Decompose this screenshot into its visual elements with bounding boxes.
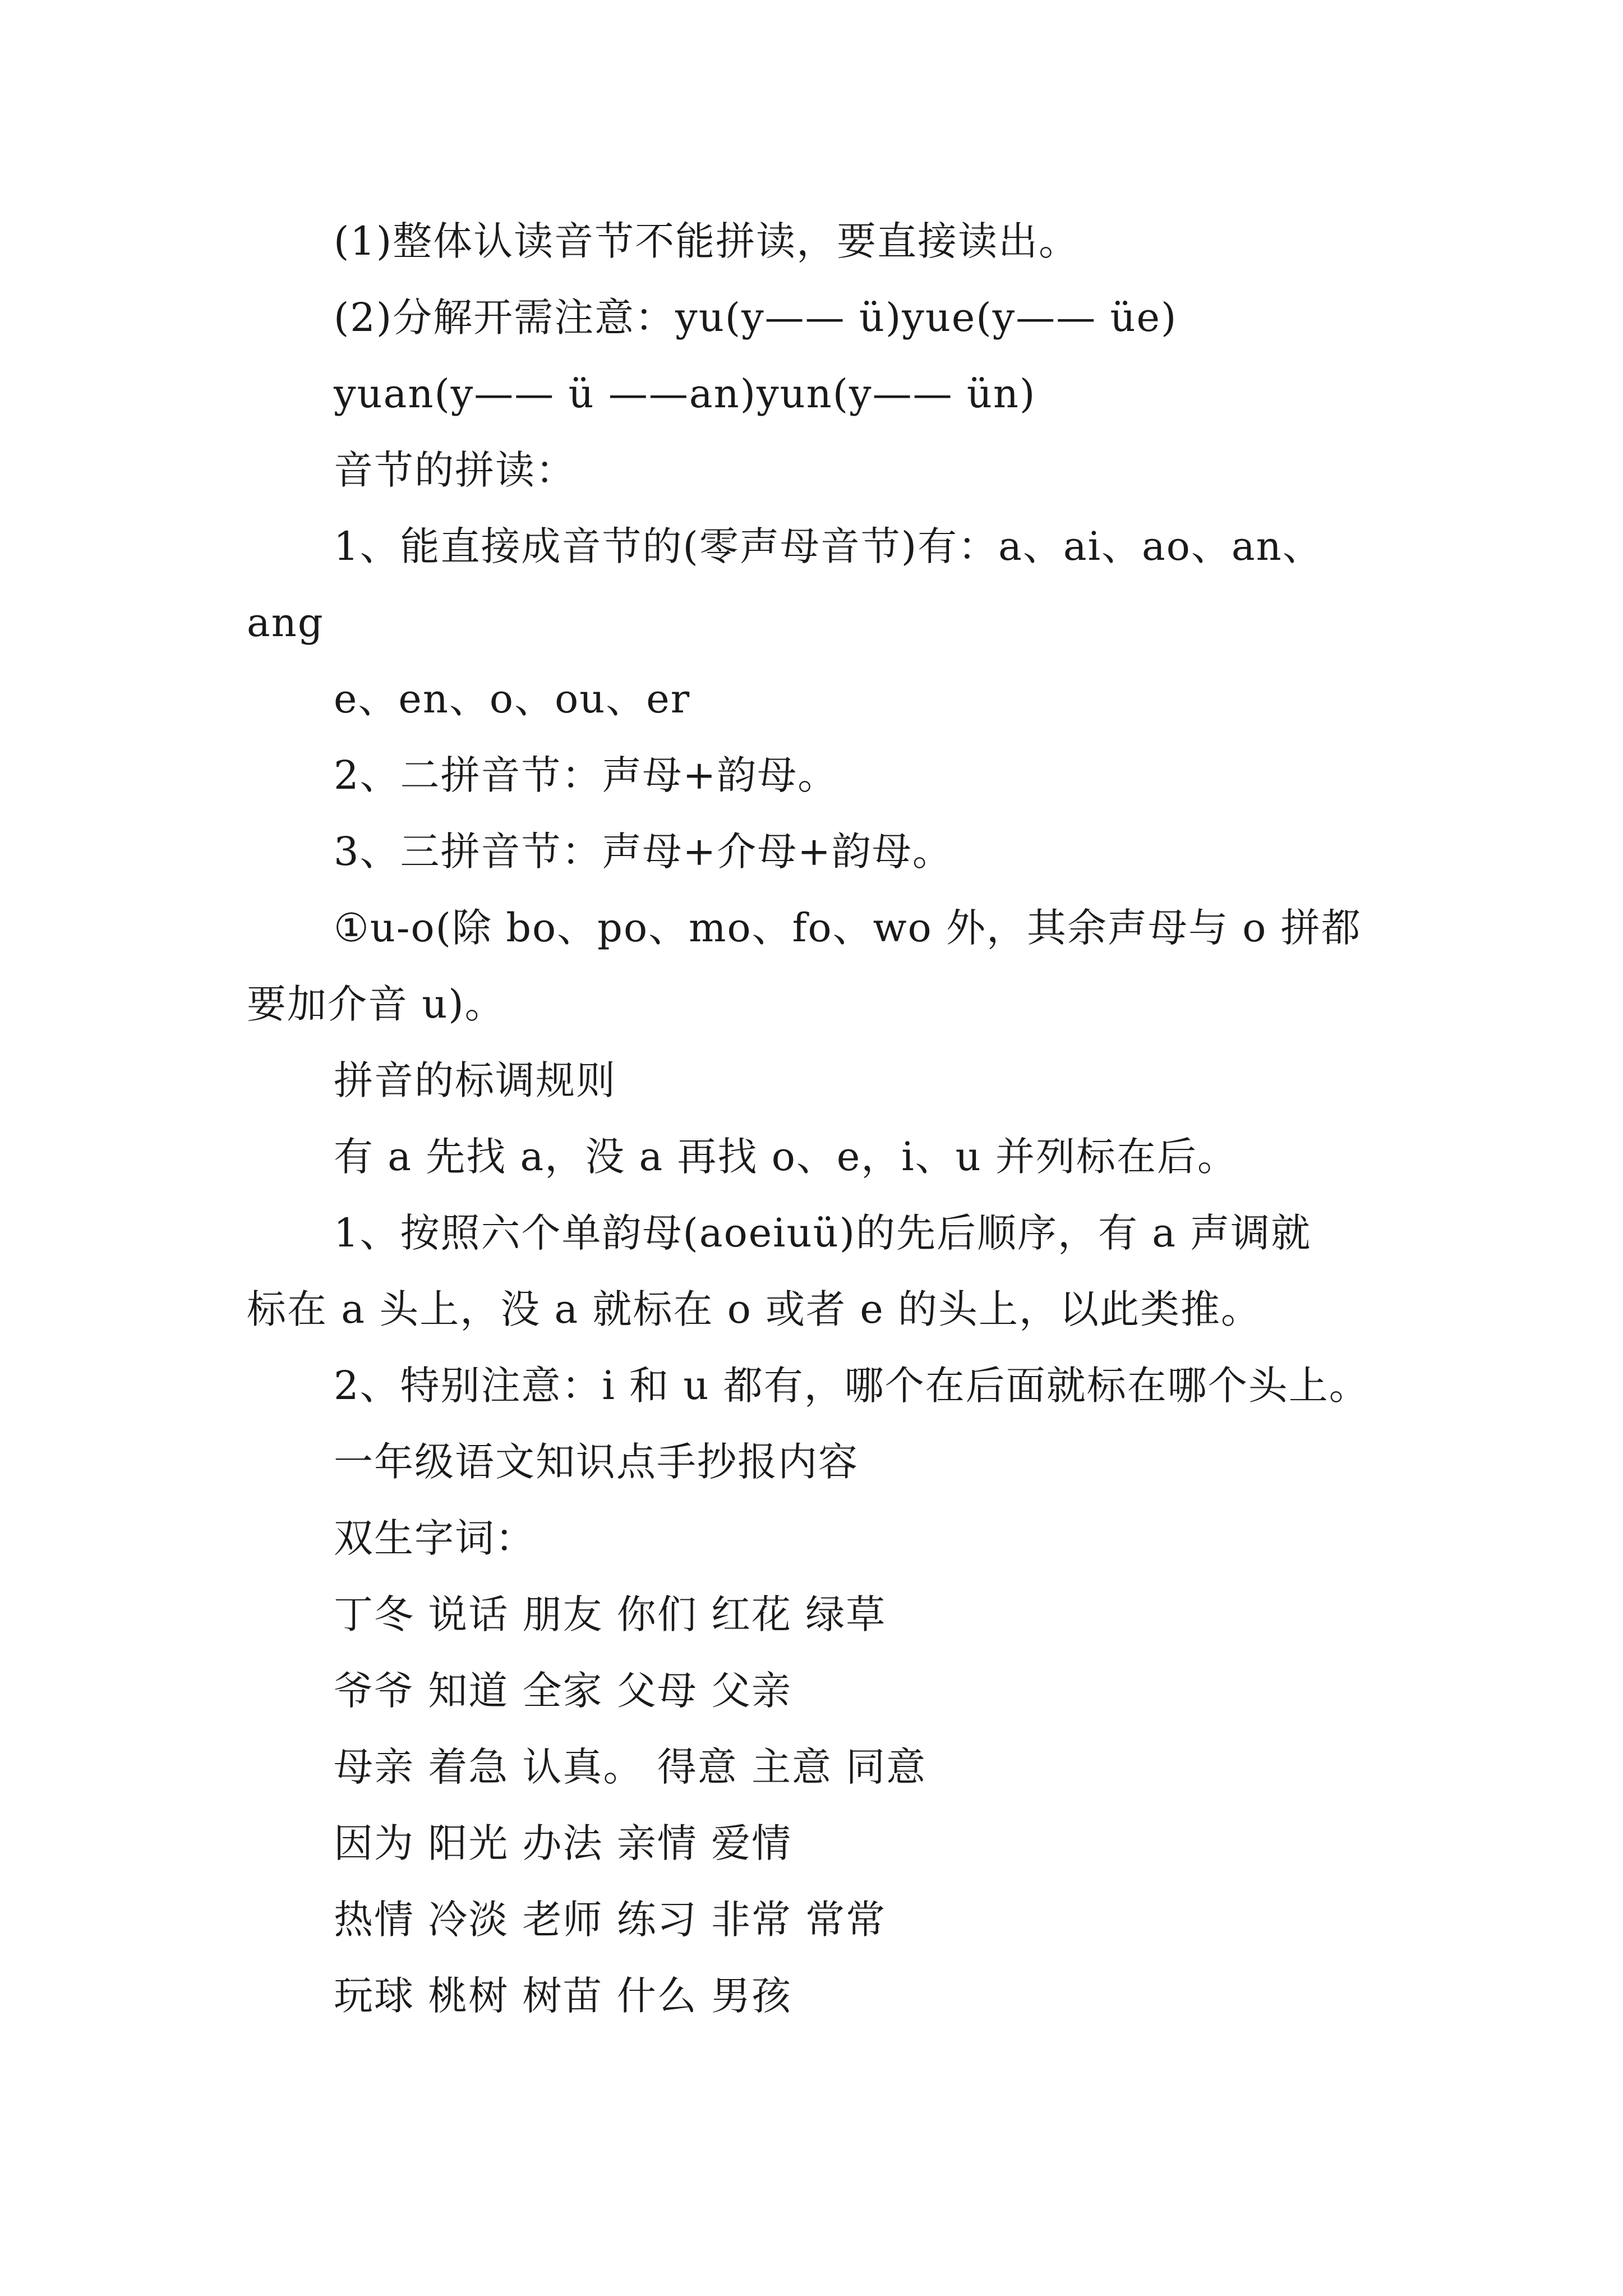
text-line: 因为 阳光 办法 亲情 爱情 bbox=[334, 1820, 792, 1866]
text-line: 玩球 桃树 树苗 什么 男孩 bbox=[334, 1973, 792, 2019]
text-line: 音节的拼读： bbox=[334, 447, 576, 493]
text-line: yuan(y—— ü ——an)yun(y—— ün) bbox=[334, 371, 1036, 417]
text-line: ①u-o(除 bo、po、mo、fo、wo 外，其余声母与 o 拼都 bbox=[334, 905, 1362, 951]
text-line: 标在 a 头上，没 a 就标在 o 或者 e 的头上，以此类推。 bbox=[247, 1286, 1262, 1332]
text-line: 双生字词： bbox=[334, 1515, 536, 1561]
text-line: 热情 冷淡 老师 练习 非常 常常 bbox=[334, 1897, 887, 1943]
text-line: (2)分解开需注意：yu(y—— ü)yue(y—— üe) bbox=[334, 295, 1178, 341]
text-line: 母亲 着急 认真。 得意 主意 同意 bbox=[334, 1744, 927, 1790]
text-line: 有 a 先找 a，没 a 再找 o、e，i、u 并列标在后。 bbox=[334, 1134, 1238, 1180]
text-line: (1)整体认读音节不能拼读，要直接读出。 bbox=[334, 218, 1080, 264]
text-line: 要加介音 u)。 bbox=[247, 981, 505, 1027]
text-line: e、en、o、ou、er bbox=[334, 676, 691, 722]
text-line: 丁冬 说话 朋友 你们 红花 绿草 bbox=[334, 1591, 887, 1637]
text-line: 1、按照六个单韵母(aoeiuü)的先后顺序，有 a 声调就 bbox=[334, 1210, 1312, 1256]
text-line: 3、三拼音节：声母+介母+韵母。 bbox=[334, 829, 953, 875]
text-line: 1、能直接成音节的(零声母音节)有：a、ai、ao、an、 bbox=[334, 523, 1323, 569]
text-line: 爷爷 知道 全家 父母 父亲 bbox=[334, 1668, 792, 1714]
text-line: 一年级语文知识点手抄报内容 bbox=[334, 1439, 859, 1485]
text-line: 2、二拼音节：声母+韵母。 bbox=[334, 752, 838, 798]
text-line: 2、特别注意：i 和 u 都有，哪个在后面就标在哪个头上。 bbox=[334, 1363, 1370, 1409]
text-line: 拼音的标调规则 bbox=[334, 1057, 616, 1103]
text-line: ang bbox=[247, 600, 324, 646]
